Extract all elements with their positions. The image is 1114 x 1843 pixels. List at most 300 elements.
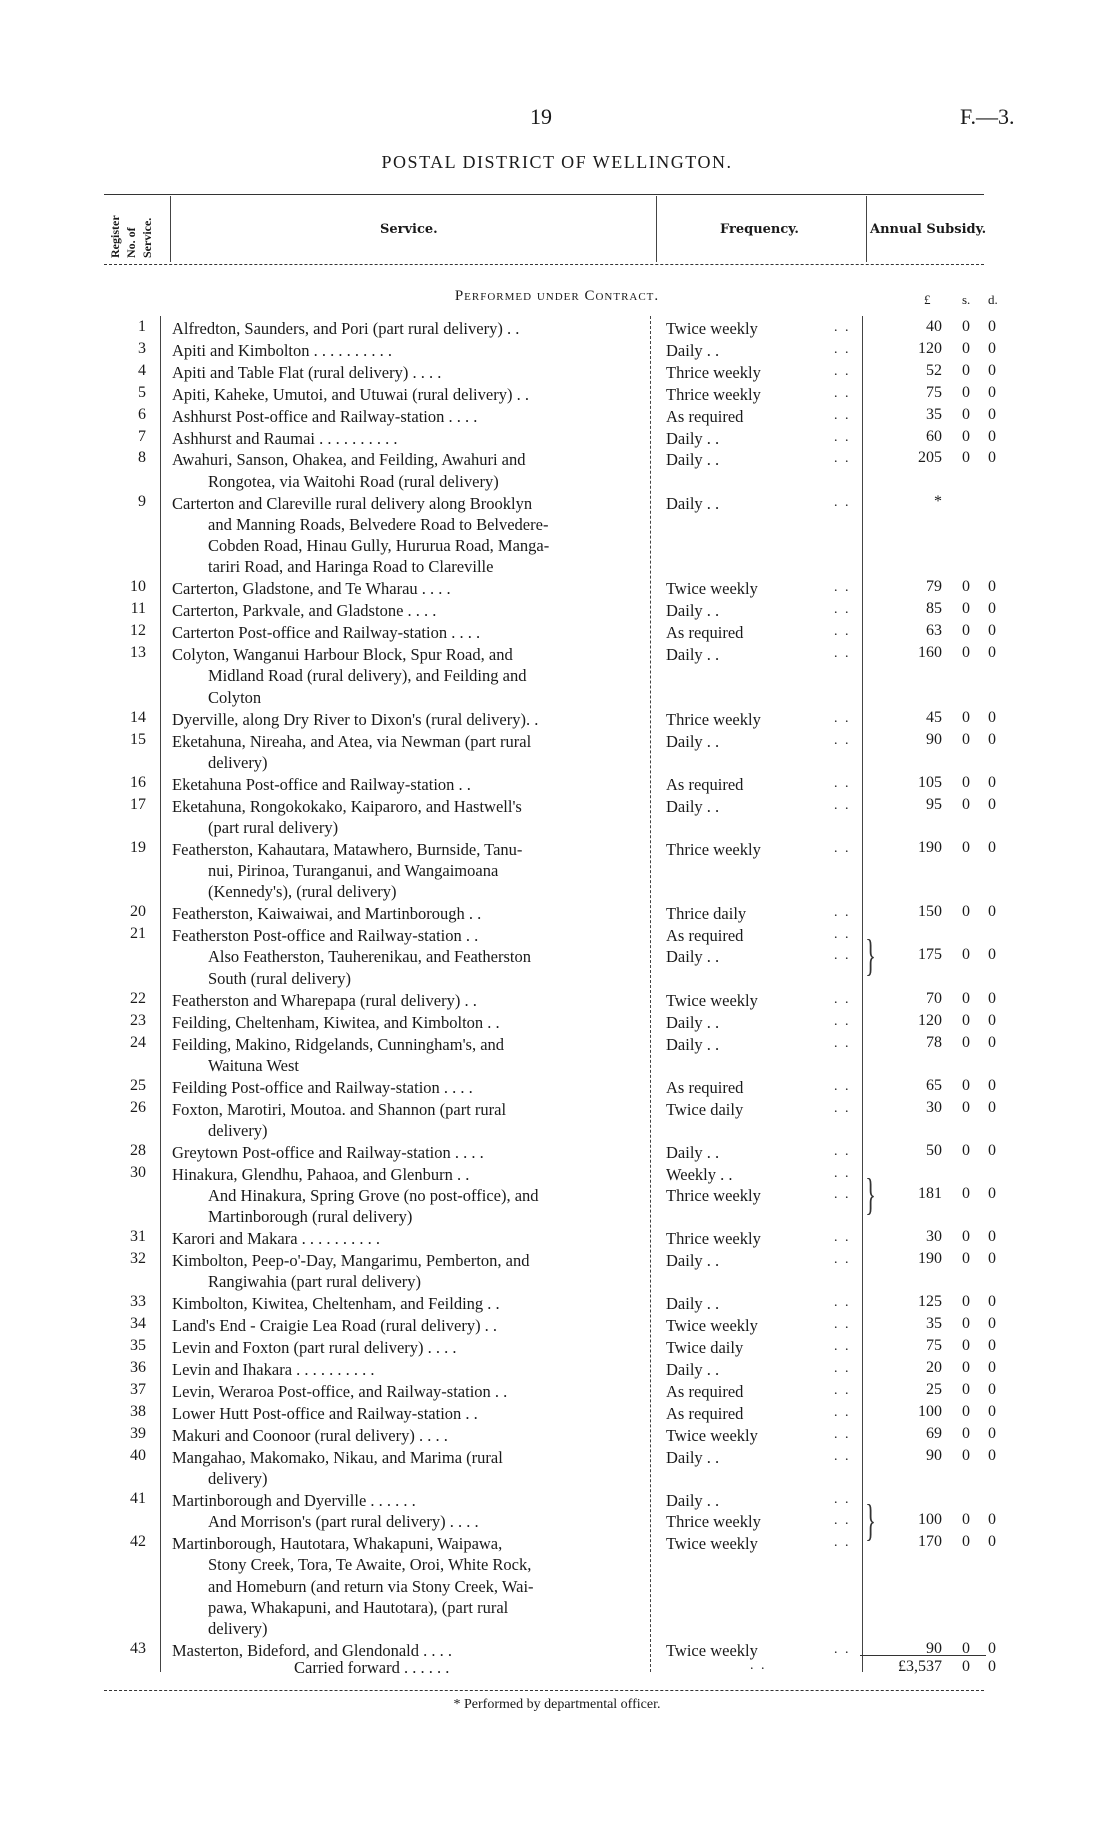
annual-subsidy	[880, 384, 1000, 402]
service-line: Dyerville, along Dry River to Dixon's (rural delivery). .	[172, 709, 539, 729]
frequency-column-header: Frequency.	[720, 222, 799, 237]
annual-subsidy	[880, 946, 1000, 964]
register-number: 32	[130, 1250, 146, 1268]
service-description	[172, 1293, 644, 1314]
frequency-line: Twice weekly	[666, 990, 758, 1010]
subsidy-pence: 0	[988, 1098, 996, 1116]
service-description	[172, 428, 644, 449]
subsidy-pounds: 25	[926, 1380, 942, 1398]
leader-dots: . .	[834, 1186, 851, 1202]
pence-header: d.	[988, 292, 998, 307]
subsidy-pounds: 30	[926, 1098, 942, 1116]
subsidy-shillings: 0	[962, 1337, 970, 1355]
frequency-line: Daily . .	[666, 731, 720, 751]
subsidy-pence: 0	[988, 405, 996, 423]
subsidy-pence: 0	[988, 838, 996, 856]
subsidy-pence: 0	[988, 773, 996, 791]
leader-dots: . .	[834, 1317, 851, 1333]
frequency-line: Daily . .	[666, 493, 720, 513]
service-line: Feilding, Makino, Ridgelands, Cunningham's, and	[172, 1034, 505, 1054]
service-line: Rongotea, via Waitohi Road (rural delivery)	[208, 471, 499, 491]
subsidy-pence: 0	[988, 383, 996, 401]
register-number: 25	[130, 1076, 146, 1094]
leader-dots: . .	[834, 775, 851, 791]
subsidy-pounds: 35	[926, 405, 942, 423]
frequency-line: Thrice weekly	[666, 709, 761, 729]
annual-subsidy	[880, 1359, 1000, 1377]
leader-dots: . .	[834, 341, 851, 357]
service-line: pawa, Whakapuni, and Hautotara), (part rural	[208, 1597, 509, 1617]
subsidy-pounds: 69	[926, 1424, 942, 1442]
service-line: delivery)	[208, 752, 268, 772]
frequency-line: Thrice weekly	[666, 1185, 761, 1205]
frequency-line: As required	[666, 1077, 744, 1097]
subsidy-pounds: 90	[926, 1446, 942, 1464]
subsidy-pounds: 52	[926, 361, 942, 379]
annual-subsidy	[880, 1034, 1000, 1052]
leader-dots: . .	[834, 1339, 851, 1355]
header-bottom-rule	[104, 264, 984, 265]
service-description	[172, 644, 644, 708]
leader-dots: . .	[834, 1295, 851, 1311]
register-number: 15	[130, 730, 146, 748]
register-number: 43	[130, 1640, 146, 1658]
subsidy-shillings: 0	[962, 1446, 970, 1464]
subsidy-pounds: 40	[926, 318, 942, 335]
annual-subsidy	[880, 1403, 1000, 1421]
subsidy-pence: 0	[988, 1359, 996, 1376]
service-description	[172, 990, 644, 1011]
subsidy-shillings: 0	[962, 578, 970, 596]
register-number: 1	[138, 318, 146, 335]
carried-forward-amount: £3,537 0 0	[898, 1658, 996, 1675]
annual-subsidy	[880, 1142, 1000, 1160]
frequency-line: Twice daily	[666, 1099, 744, 1119]
footnote: * Performed by departmental officer.	[453, 1697, 661, 1712]
leader-dots: . .	[834, 363, 851, 379]
frequency-line: Daily . .	[666, 796, 720, 816]
annual-subsidy	[880, 1228, 1000, 1246]
register-number: 31	[130, 1228, 146, 1246]
subsidy-pounds: 190	[918, 838, 942, 856]
service-description	[172, 1228, 644, 1249]
service-description	[172, 1250, 644, 1293]
annual-subsidy	[880, 1012, 1000, 1030]
register-number: 14	[130, 708, 146, 726]
service-description	[172, 1403, 644, 1424]
leader-dots: . .	[834, 646, 851, 662]
service-line: And Morrison's (part rural delivery) . . . .	[208, 1512, 479, 1532]
subsidy-pounds: 150	[918, 903, 942, 921]
service-line: Martinborough, Hautotara, Whakapuni, Waipawa,	[172, 1534, 503, 1553]
subsidy-pounds: 75	[926, 1337, 942, 1355]
subsidy-pence: 0	[988, 622, 996, 640]
frequency-line: Thrice weekly	[666, 1229, 761, 1249]
subsidy-shillings: 0	[962, 1141, 970, 1159]
service-description	[172, 1425, 644, 1446]
subsidy-shillings: 0	[962, 339, 970, 357]
register-number: 7	[138, 427, 146, 445]
register-number: 11	[130, 600, 146, 618]
leader-dots: . .	[834, 710, 851, 726]
service-line: Eketahuna, Nireaha, and Atea, via Newman (part rural	[172, 731, 532, 751]
annual-subsidy	[880, 731, 1000, 749]
leader-dots: . .	[834, 840, 851, 856]
subsidy-pence: 0	[988, 1640, 996, 1658]
subsidy-shillings: 0	[962, 1228, 970, 1246]
frequency-line: Daily . .	[666, 1142, 720, 1162]
pounds-header: £	[924, 292, 931, 307]
subsidy-shillings: 0	[962, 1098, 970, 1116]
subsidy-pence: 0	[988, 578, 996, 596]
frequency-line: Daily . .	[666, 450, 720, 470]
subsidy-pounds: 160	[918, 644, 942, 662]
register-number: 4	[138, 361, 146, 379]
service-line: Carterton, Gladstone, and Te Wharau . . . .	[172, 579, 451, 599]
frequency-line: Thrice weekly	[666, 839, 761, 859]
register-number: 28	[130, 1141, 146, 1159]
subsidy-pence: 0	[988, 644, 996, 662]
service-line: Kimbolton, Peep-o'-Day, Mangarimu, Pemberton, and	[172, 1251, 530, 1271]
service-line: Waituna West	[208, 1055, 299, 1075]
annual-subsidy	[880, 1425, 1000, 1443]
service-description	[172, 1164, 644, 1228]
service-line: Featherston, Kaiwaiwai, and Martinborough . .	[172, 904, 482, 924]
subsidy-shillings: 0	[962, 1033, 970, 1051]
service-description	[172, 449, 644, 492]
subsidy-pence: 0	[988, 708, 996, 726]
service-line: Levin and Foxton (part rural delivery) . . . .	[172, 1338, 457, 1358]
subsidy-pounds: 175	[918, 946, 942, 964]
subsidy-pence: 0	[988, 1380, 996, 1398]
register-number: 21	[130, 925, 146, 943]
leader-dots: . .	[834, 732, 851, 748]
subsidy-shillings: 0	[962, 1184, 970, 1202]
subsidy-pounds: 35	[926, 1315, 942, 1333]
subsidy-pounds: 79	[926, 578, 942, 596]
leader-dots: . .	[834, 1491, 851, 1507]
subsidy-pounds: 190	[918, 1250, 942, 1268]
service-line: Hinakura, Glendhu, Pahaoa, and Glenburn . .	[172, 1164, 470, 1184]
frequency-line: Daily . .	[666, 645, 720, 665]
subsidy-pence: 0	[988, 1533, 996, 1550]
service-line: delivery)	[208, 1468, 268, 1488]
subsidy-shillings: 0	[962, 1511, 970, 1529]
service-description	[172, 1337, 644, 1358]
leader-dots: . .	[834, 451, 851, 467]
register-number: 30	[130, 1163, 146, 1181]
frequency-line: Twice weekly	[666, 1641, 758, 1661]
body-column-divider	[160, 316, 161, 1672]
subsidy-pounds: 85	[926, 600, 942, 618]
subsidy-pence: 0	[988, 1076, 996, 1094]
register-number: 42	[130, 1533, 146, 1550]
subsidy-pence: 0	[988, 449, 996, 467]
service-line: Also Featherston, Tauherenikau, and Featherston	[208, 947, 531, 967]
leader-dots: . .	[834, 991, 851, 1007]
subsidy-pence: 0	[988, 1250, 996, 1268]
subsidy-shillings: 0	[962, 1640, 970, 1658]
subsidy-shillings: 0	[962, 838, 970, 856]
leader-dots: . .	[834, 624, 851, 640]
shillings-header: s.	[962, 292, 971, 307]
leader-dots: . .	[834, 1426, 851, 1442]
leader-dots: . .	[834, 1078, 851, 1094]
service-description	[172, 1315, 644, 1336]
subsidy-pounds: 105	[918, 773, 942, 791]
subsidy-pounds: 125	[918, 1293, 942, 1311]
register-number: 12	[130, 622, 146, 640]
subsidy-pence: 0	[988, 903, 996, 921]
annual-subsidy	[880, 318, 1000, 336]
subsidy-shillings: 0	[962, 622, 970, 640]
service-line: Levin, Weraroa Post-office, and Railway-station . .	[172, 1381, 508, 1401]
subsidy-pence: 0	[988, 1228, 996, 1246]
leader-dots: . .	[834, 407, 851, 423]
leader-dots: . .	[834, 1404, 851, 1420]
service-line: Apiti and Kimbolton . . . . . . . . . .	[172, 340, 392, 360]
service-description	[172, 340, 644, 361]
subsidy-shillings: 0	[962, 1380, 970, 1398]
service-line: Featherston and Wharepapa (rural delivery) . .	[172, 990, 477, 1010]
subsidy-shillings: 0	[962, 1424, 970, 1442]
subsidy-pounds: 63	[926, 622, 942, 640]
table-bottom-rule	[104, 1690, 984, 1691]
annual-subsidy	[880, 903, 1000, 921]
register-number: 34	[130, 1315, 146, 1333]
subsidy-pence: 0	[988, 730, 996, 748]
service-line: Karori and Makara . . . . . . . . . .	[172, 1229, 381, 1249]
subsidy-shillings: 0	[962, 405, 970, 423]
frequency-line: Twice weekly	[666, 1316, 758, 1336]
subsidy-shillings: 0	[962, 383, 970, 401]
register-number: 19	[130, 838, 146, 856]
service-line: delivery)	[208, 1120, 268, 1140]
annual-subsidy	[880, 1511, 1000, 1529]
subsidy-shillings: 0	[962, 1076, 970, 1094]
frequency-line: Daily . .	[666, 1490, 720, 1510]
service-line: Eketahuna, Rongokokako, Kaiparoro, and Hastwell's	[172, 796, 522, 816]
frequency-line: As required	[666, 926, 744, 946]
leader-dots: . .	[834, 1035, 851, 1051]
column-divider	[656, 196, 657, 262]
service-description	[172, 1142, 644, 1163]
frequency-line: Daily . .	[666, 1034, 720, 1054]
frequency-line: Twice weekly	[666, 1425, 758, 1445]
subsidy-pence: 0	[988, 1141, 996, 1159]
leader-dots: . .	[834, 905, 851, 921]
annual-subsidy	[880, 406, 1000, 424]
column-divider	[866, 196, 867, 262]
service-column-header: Service.	[380, 222, 438, 237]
annual-subsidy	[880, 578, 1000, 596]
service-description	[172, 1359, 644, 1380]
service-line: Apiti and Table Flat (rural delivery) . . . .	[172, 362, 442, 382]
service-line: Featherston Post-office and Railway-station . .	[172, 926, 479, 946]
register-number: 41	[130, 1489, 146, 1507]
register-number: 17	[130, 795, 146, 813]
service-description	[172, 318, 644, 339]
leader-dots: . .	[834, 797, 851, 813]
service-line: Featherston, Kahautara, Matawhero, Burnside, Tanu-	[172, 839, 523, 859]
service-description	[172, 1490, 644, 1533]
subsidy-shillings: 0	[962, 773, 970, 791]
register-number: 23	[130, 1011, 146, 1029]
subsidy-pence: 0	[988, 318, 996, 335]
service-line: Cobden Road, Hinau Gully, Hururua Road, Manga-	[208, 536, 550, 556]
leader-dots: . .	[834, 948, 851, 964]
leader-dots: . .	[834, 1535, 851, 1550]
service-description	[172, 731, 644, 774]
annual-subsidy	[880, 1293, 1000, 1311]
subsidy-pounds: 120	[918, 339, 942, 357]
service-description	[172, 709, 644, 730]
subsidy-pounds: 70	[926, 989, 942, 1007]
leader-dots: . .	[834, 494, 851, 510]
subsidy-pence: 0	[988, 1424, 996, 1442]
subsidy-pounds: 65	[926, 1076, 942, 1094]
frequency-line: Daily . .	[666, 601, 720, 621]
subsidy-shillings: 0	[962, 1402, 970, 1420]
leader-dots: . .	[834, 1230, 851, 1246]
service-line: Rangiwahia (part rural delivery)	[208, 1272, 422, 1292]
service-line: Alfredton, Saunders, and Pori (part rural delivery) . .	[172, 319, 520, 338]
service-line: Levin and Ihakara . . . . . . . . . .	[172, 1360, 375, 1379]
leader-dots: . .	[834, 927, 851, 943]
subsidy-pence: 0	[988, 339, 996, 357]
annual-subsidy	[880, 1250, 1000, 1268]
subsidy-pence: 0	[988, 1033, 996, 1051]
subsidy-shillings: 0	[962, 903, 970, 921]
subsidy-shillings: 0	[962, 1250, 970, 1268]
subsidy-shillings: 0	[962, 946, 970, 964]
service-line: Midland Road (rural delivery), and Feilding and	[208, 666, 527, 686]
subsidy-shillings: 0	[962, 600, 970, 618]
service-description	[172, 1077, 644, 1098]
subsidy-pence: 0	[988, 1011, 996, 1029]
subsidy-pounds: 95	[926, 795, 942, 813]
annual-subsidy	[880, 1315, 1000, 1333]
annual-subsidy	[880, 1099, 1000, 1117]
register-number: 13	[130, 644, 146, 662]
subsidy-shillings: 0	[962, 708, 970, 726]
register-number: 39	[130, 1424, 146, 1442]
service-description	[172, 1533, 644, 1639]
subsidy-pounds: 205	[918, 449, 942, 467]
service-line: and Homeburn (and return via Stony Creek, Wai-	[208, 1576, 534, 1596]
frequency-line: As required	[666, 406, 744, 426]
body-column-divider	[650, 316, 651, 1672]
service-line: Greytown Post-office and Railway-station . . . .	[172, 1142, 484, 1162]
register-number: 6	[138, 405, 146, 423]
subsidy-pence: 0	[988, 1293, 996, 1311]
service-line: Colyton, Wanganui Harbour Block, Spur Road, and	[172, 645, 513, 665]
carried-forward-dots: . .	[750, 1658, 767, 1673]
frequency-line: Weekly . .	[666, 1164, 733, 1184]
total-rule	[860, 1655, 986, 1656]
subsidy-pounds: 120	[918, 1011, 942, 1029]
annual-subsidy	[880, 622, 1000, 640]
service-line: South (rural delivery)	[208, 968, 351, 988]
subsidy-pounds: 181	[918, 1184, 942, 1202]
service-description	[172, 578, 644, 599]
register-number: 26	[130, 1098, 146, 1116]
service-line: Stony Creek, Tora, Te Awaite, Oroi, White Rock,	[208, 1555, 532, 1575]
service-description	[172, 362, 644, 383]
service-line: Carterton Post-office and Railway-station . . . .	[172, 623, 481, 643]
subsidy-pence: 0	[988, 946, 996, 964]
service-line: Makuri and Coonoor (rural delivery) . . . .	[172, 1425, 448, 1445]
service-line: Mangahao, Makomako, Nikau, and Marima (rural	[172, 1447, 503, 1467]
leader-dots: . .	[834, 1642, 851, 1658]
service-description	[172, 903, 644, 924]
service-description	[172, 839, 644, 903]
subsidy-shillings: 0	[962, 1533, 970, 1550]
subsidy-pounds: 45	[926, 708, 942, 726]
service-description	[172, 406, 644, 427]
subsidy-pounds: 20	[926, 1359, 942, 1376]
brace-icon: }	[865, 1169, 876, 1219]
subsidy-pence: 0	[988, 1446, 996, 1464]
service-line: Feilding, Cheltenham, Kiwitea, and Kimbolton . .	[172, 1012, 500, 1032]
service-line: Colyton	[208, 687, 262, 707]
leader-dots: . .	[834, 385, 851, 401]
subsidy-pounds: 170	[918, 1533, 942, 1550]
frequency-line: Thrice weekly	[666, 1512, 761, 1532]
subsidy-shillings: 0	[962, 318, 970, 335]
subsidy-pence: 0	[988, 795, 996, 813]
service-line: Awahuri, Sanson, Ohakea, and Feilding, Awahuri and	[172, 450, 526, 470]
service-description	[172, 774, 644, 795]
leader-dots: . .	[834, 1165, 851, 1181]
service-line: Eketahuna Post-office and Railway-station . .	[172, 774, 471, 794]
brace-icon: }	[865, 931, 876, 981]
subsidy-pounds: 60	[926, 427, 942, 445]
subsidy-pence: 0	[988, 1511, 996, 1529]
frequency-line: Thrice daily	[666, 904, 747, 924]
annual-subsidy	[880, 644, 1000, 662]
register-number: 40	[130, 1446, 146, 1464]
leader-dots: . .	[834, 580, 851, 596]
brace-icon: }	[865, 1496, 876, 1546]
service-description	[172, 1099, 644, 1142]
frequency-line: Daily . .	[666, 1251, 720, 1271]
register-number: 16	[130, 773, 146, 791]
frequency-line: Daily . .	[666, 1012, 720, 1032]
register-number: 10	[130, 578, 146, 596]
frequency-line: Daily . .	[666, 1294, 720, 1314]
subsidy-pounds: 78	[926, 1033, 942, 1051]
subsidy-shillings: 0	[962, 730, 970, 748]
subsidy-pence: 0	[988, 427, 996, 445]
leader-dots: . .	[834, 1448, 851, 1464]
service-line: Feilding Post-office and Railway-station . . . .	[172, 1077, 473, 1097]
frequency-line: As required	[666, 623, 744, 643]
service-description	[172, 1381, 644, 1402]
service-line: Martinborough and Dyerville . . . . . .	[172, 1490, 416, 1510]
service-description	[172, 1012, 644, 1033]
subsidy-shillings: 0	[962, 449, 970, 467]
frequency-line: As required	[666, 1403, 744, 1423]
frequency-line: Twice weekly	[666, 1534, 758, 1553]
page-number: 19	[530, 104, 552, 129]
service-description	[172, 384, 644, 405]
register-number: 33	[130, 1293, 146, 1311]
annual-subsidy	[880, 449, 1000, 467]
frequency-line: As required	[666, 1381, 744, 1401]
subsidy-pence: 0	[988, 1184, 996, 1202]
subsidy-pounds: 30	[926, 1228, 942, 1246]
